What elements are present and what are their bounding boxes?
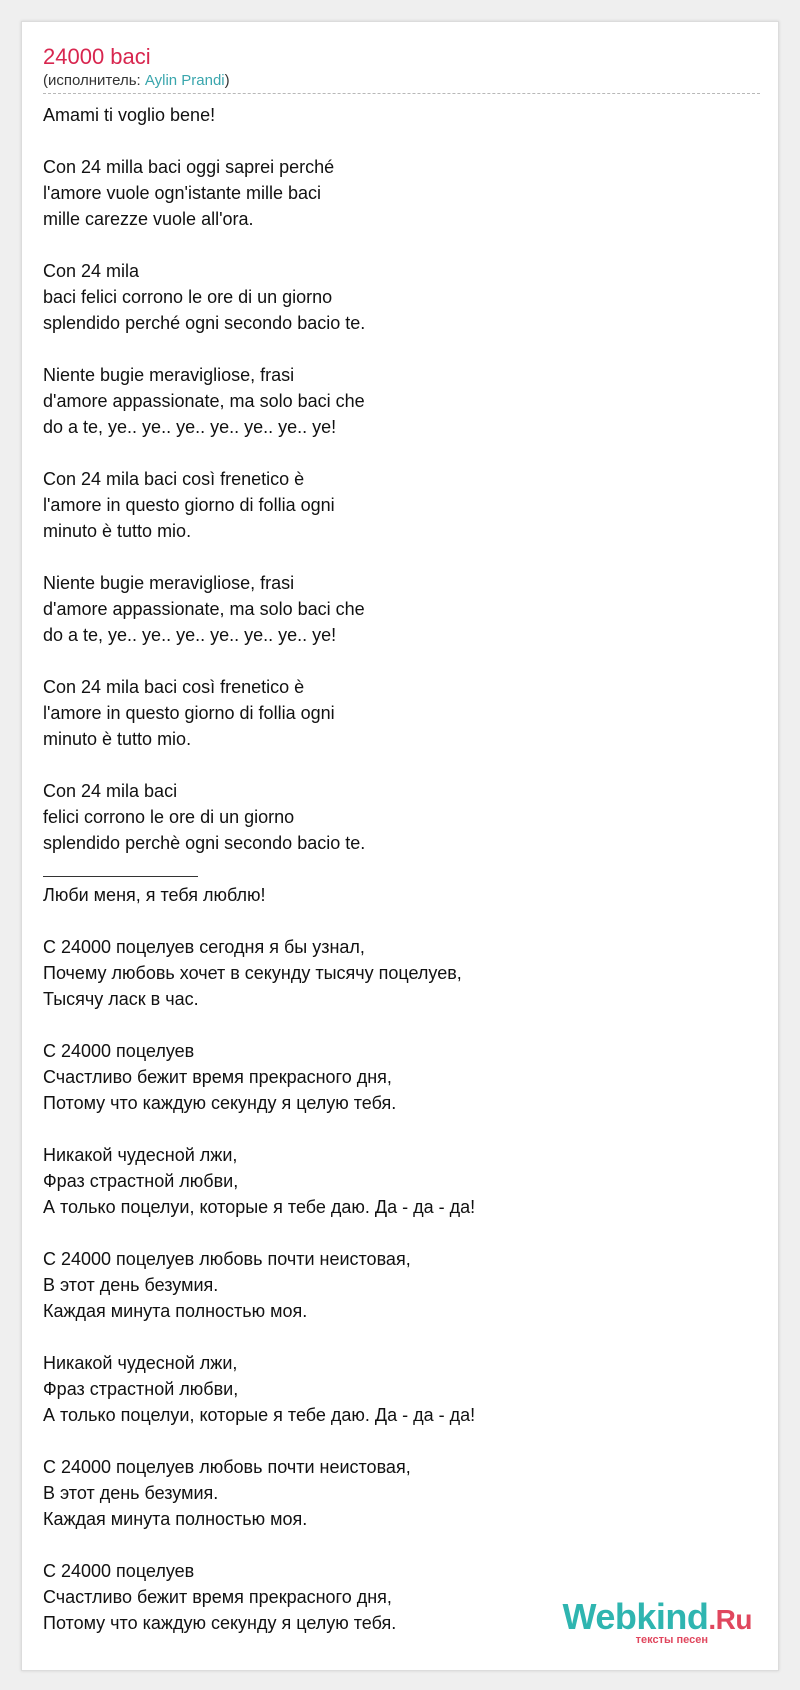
lyrics-line: do a te, ye.. ye.. ye.. ye.. ye.. ye.. ye! xyxy=(43,625,337,645)
lyrics-line: Каждая минута полностью моя. xyxy=(43,1509,308,1529)
translation-separator xyxy=(43,876,198,877)
lyrics-line: С 24000 поцелуев xyxy=(43,1561,195,1581)
lyrics-line: А только поцелуи, которые я тебе даю. Да - да - да! xyxy=(43,1197,476,1217)
lyrics-stanza xyxy=(43,778,743,856)
lyrics-line: l'amore vuole ogn'istante mille baci xyxy=(43,183,322,203)
lyrics-line: l'amore in questo giorno di follia ogni xyxy=(43,703,335,723)
lyrics-stanza xyxy=(43,362,743,440)
artist-link[interactable]: Aylin Prandi xyxy=(144,72,225,89)
lyrics-line: splendido perché ogni secondo bacio te. xyxy=(43,313,366,333)
lyrics-line: Con 24 mila baci xyxy=(43,781,178,801)
lyrics-body xyxy=(43,102,743,1662)
lyrics-line: baci felici corrono le ore di un giorno xyxy=(43,287,333,307)
lyrics-translation xyxy=(43,882,743,1636)
lyrics-line: Niente bugie meravigliose, frasi xyxy=(43,573,295,593)
lyrics-line: Con 24 mila baci così frenetico è xyxy=(43,677,305,697)
lyrics-line: С 24000 поцелуев xyxy=(43,1041,195,1061)
lyrics-line: Con 24 milla baci oggi saprei perché xyxy=(43,157,335,177)
lyrics-line: d'amore appassionate, ma solo baci che xyxy=(43,599,365,619)
lyrics-line: С 24000 поцелуев любовь почти неистовая, xyxy=(43,1249,411,1269)
lyrics-line: Никакой чудесной лжи, xyxy=(43,1145,238,1165)
lyrics-stanza xyxy=(43,154,743,232)
lyrics-stanza xyxy=(43,466,743,544)
lyrics-line: minuto è tutto mio. xyxy=(43,521,192,541)
lyrics-stanza xyxy=(43,1350,743,1428)
lyrics-line: Niente bugie meravigliose, frasi xyxy=(43,365,295,385)
lyrics-stanza xyxy=(43,674,743,752)
lyrics-stanza xyxy=(43,1038,743,1116)
lyrics-stanza xyxy=(43,1142,743,1220)
lyrics-line: С 24000 поцелуев любовь почти неистовая, xyxy=(43,1457,411,1477)
lyrics-line: Фраз страстной любви, xyxy=(43,1379,239,1399)
lyrics-line: Con 24 mila baci così frenetico è xyxy=(43,469,305,489)
site-logo[interactable] xyxy=(562,1596,752,1646)
lyrics-line: С 24000 поцелуев сегодня я бы узнал, xyxy=(43,937,365,957)
lyrics-stanza xyxy=(43,1454,743,1532)
lyrics-line: felici corrono le ore di un giorno xyxy=(43,807,295,827)
lyrics-line: А только поцелуи, которые я тебе даю. Да - да - да! xyxy=(43,1405,476,1425)
lyrics-line: do a te, ye.. ye.. ye.. ye.. ye.. ye.. ye! xyxy=(43,417,337,437)
lyrics-line: splendido perchè ogni secondo bacio te. xyxy=(43,833,366,853)
lyrics-line: l'amore in questo giorno di follia ogni xyxy=(43,495,335,515)
lyrics-line: В этот день безумия. xyxy=(43,1275,219,1295)
artist-prefix: (исполнитель: xyxy=(43,72,145,89)
lyrics-line: Тысячу ласк в час. xyxy=(43,989,199,1009)
lyrics-stanza xyxy=(43,934,743,1012)
lyrics-line: В этот день безумия. xyxy=(43,1483,219,1503)
lyrics-line: Con 24 mila xyxy=(43,261,140,281)
lyrics-line: Фраз страстной любви, xyxy=(43,1171,239,1191)
lyrics-stanza xyxy=(43,1246,743,1324)
lyrics-line: Потому что каждую секунду я целую тебя. xyxy=(43,1093,397,1113)
lyrics-line: Люби меня, я тебя люблю! xyxy=(43,885,266,905)
lyrics-stanza xyxy=(43,570,743,648)
logo-main-text: Webkind xyxy=(562,1596,709,1637)
lyrics-line: Amami ti voglio bene! xyxy=(43,105,216,125)
title-divider xyxy=(43,93,760,94)
artist-line xyxy=(43,72,230,90)
lyrics-line: mille carezze vuole all'ora. xyxy=(43,209,254,229)
lyrics-line: Каждая минута полностью моя. xyxy=(43,1301,308,1321)
lyrics-line: d'amore appassionate, ma solo baci che xyxy=(43,391,365,411)
lyrics-stanza xyxy=(43,102,743,128)
lyrics-card xyxy=(21,21,779,1671)
lyrics-line: Счастливо бежит время прекрасного дня, xyxy=(43,1067,392,1087)
lyrics-line: Почему любовь хочет в секунду тысячу поцелуев, xyxy=(43,963,462,983)
lyrics-original xyxy=(43,102,743,856)
lyrics-line: Никакой чудесной лжи, xyxy=(43,1353,238,1373)
lyrics-line: Потому что каждую секунду я целую тебя. xyxy=(43,1613,397,1633)
lyrics-line: Счастливо бежит время прекрасного дня, xyxy=(43,1587,392,1607)
lyrics-stanza xyxy=(43,882,743,908)
lyrics-stanza xyxy=(43,258,743,336)
logo-tld: .Ru xyxy=(708,1604,752,1635)
logo-wordmark xyxy=(562,1596,752,1638)
lyrics-line: minuto è tutto mio. xyxy=(43,729,192,749)
logo-tagline: тексты песен xyxy=(635,1634,708,1646)
artist-suffix: ) xyxy=(224,72,230,89)
song-title: 24000 baci xyxy=(43,44,151,69)
